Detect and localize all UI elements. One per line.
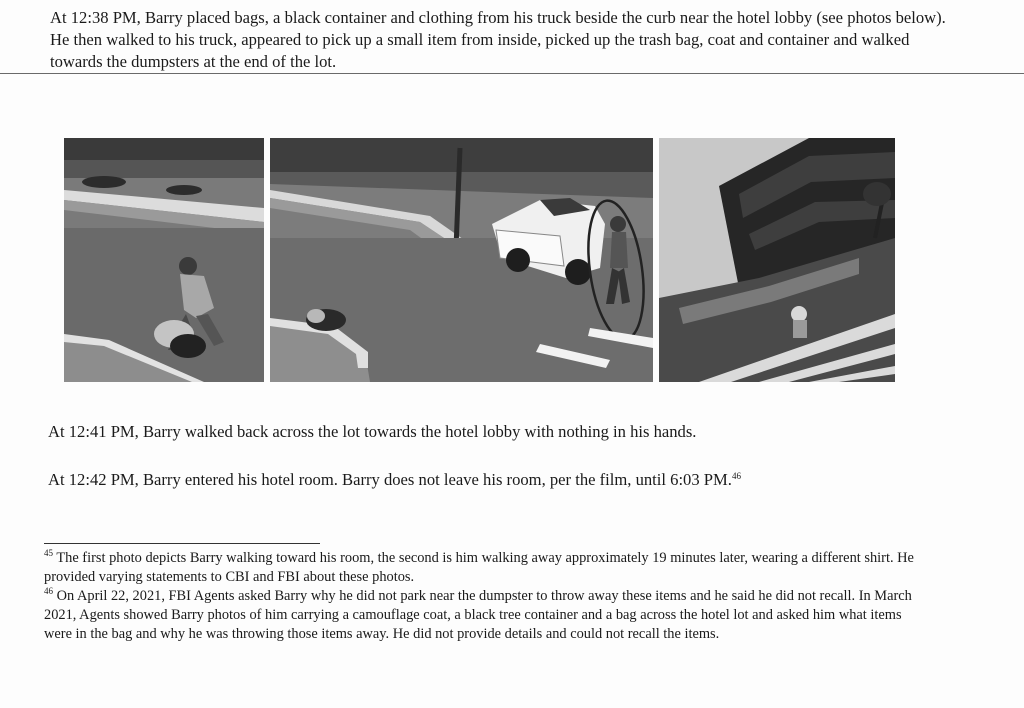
paragraph-1241: At 12:41 PM, Barry walked back across the lot towards the hotel lobby with nothing in his hands. <box>48 422 697 441</box>
footnote-45 <box>44 549 924 587</box>
footnotes <box>44 549 924 644</box>
paragraph-1242 <box>48 469 928 491</box>
footnote-number: 46 <box>44 586 53 596</box>
paragraph-1242-text: At 12:42 PM, Barry entered his hotel room. Barry does not leave his room, per the film, until 6:03 PM. <box>48 470 732 489</box>
paragraph-1238: At 12:38 PM, Barry placed bags, a black container and clothing from his truck beside the curb near the hotel lobby (see photos below). He then walked to his truck, appeared to pick up a small item from inside, picked up the trash bag, coat and container and walked towards the dumpsters at the end of the lot. <box>50 8 946 71</box>
footnote-separator <box>44 543 320 544</box>
photo-truck-man-circled <box>270 138 653 382</box>
footnote-text: The first photo depicts Barry walking toward his room, the second is him walking away approximately 19 minutes later, wearing a different shirt. He provided varying statements to CBI and FBI about these photos. <box>44 550 914 585</box>
photo-man-at-curb <box>64 138 264 382</box>
footnote-46 <box>44 587 924 644</box>
footnote-number: 45 <box>44 548 53 558</box>
footnote-text: On April 22, 2021, FBI Agents asked Barry why he did not park near the dumpster to throw away these items and he said he did not recall. In March 2021, Agents showed Barry photos of him carrying a camouflage coat, a black tree container and a bag across the hotel lot and asked him what items were in the bag and why he was throwing those items away. He did not provide details and could not recall the items. <box>44 588 912 642</box>
footnote-ref-46: 46 <box>731 471 741 481</box>
scan-artifact-line <box>0 73 1024 74</box>
photo-hotel-building <box>659 138 895 382</box>
